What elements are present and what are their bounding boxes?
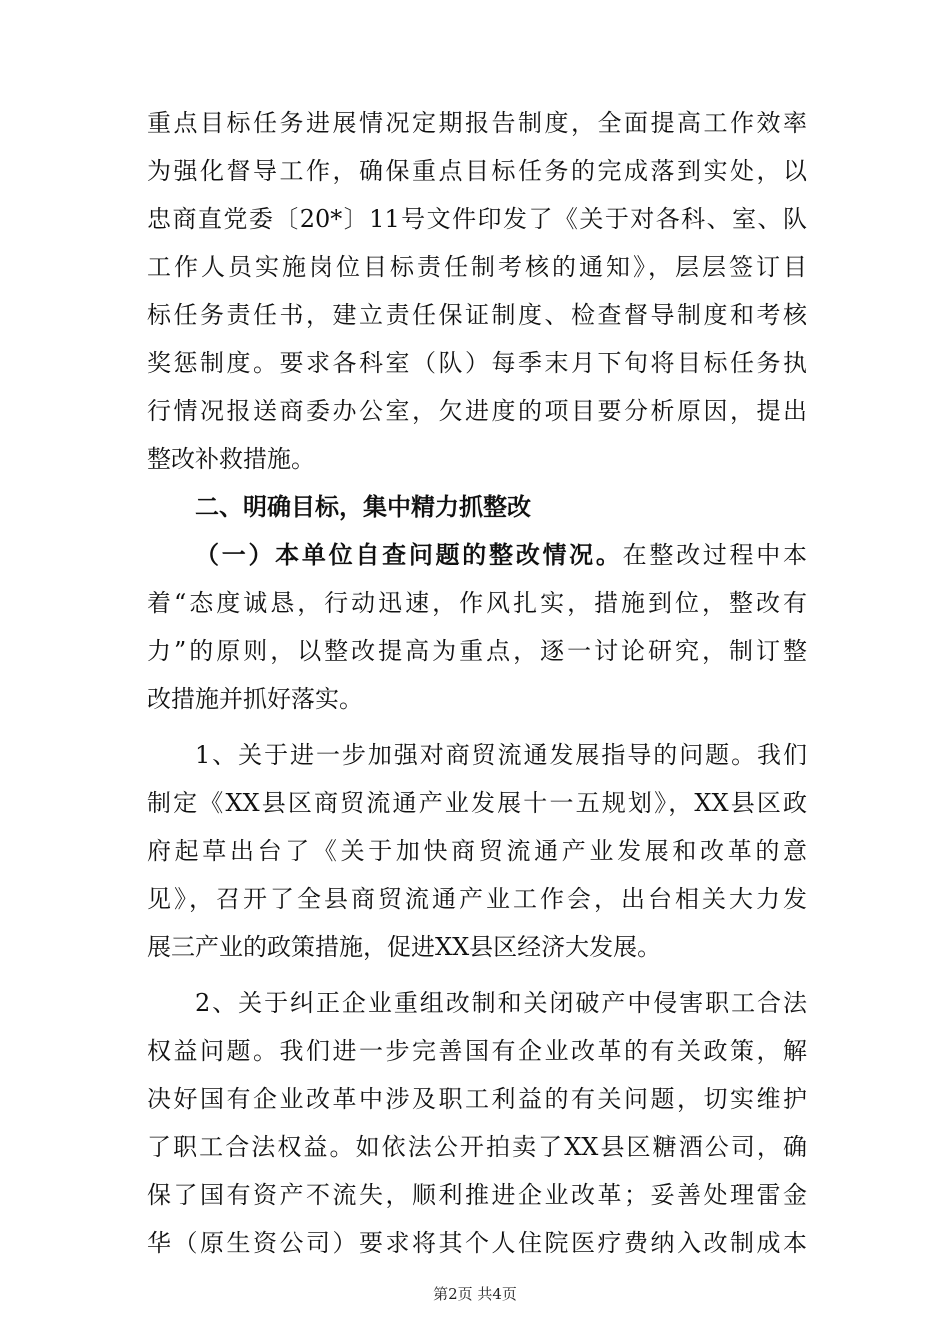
body-line: 府起草出台了《关于加快商贸流通产业发展和改革的意	[147, 837, 807, 865]
body-line: 重点目标任务进展情况定期报告制度，全面提高工作效率	[147, 109, 807, 137]
subsection-heading: （一）本单位自查问题的整改情况。	[195, 540, 623, 569]
body-line: 整改补救措施。	[147, 445, 315, 473]
body-line: 见》，召开了全县商贸流通产业工作会，出台相关大力发	[147, 885, 807, 913]
body-line: 华（原生资公司）要求将其个人住院医疗费纳入改制成本	[147, 1229, 807, 1257]
body-line: 改措施并抓好落实。	[147, 685, 363, 713]
body-line: 制定《XX县区商贸流通产业发展十一五规划》，XX县区政	[147, 789, 807, 817]
body-line: 为强化督导工作，确保重点目标任务的完成落到实处，以	[147, 157, 807, 185]
body-line: 力”的原则，以整改提高为重点，逐一讨论研究，制订整	[147, 637, 807, 665]
body-line: 1、关于进一步加强对商贸流通发展指导的问题。我们	[195, 741, 807, 769]
page-number: 第2页 共4页	[433, 1285, 517, 1303]
body-line: 2、关于纠正企业重组改制和关闭破产中侵害职工合法	[195, 989, 807, 1017]
body-line: 奖惩制度。要求各科室（队）每季末月下旬将目标任务执	[147, 349, 807, 377]
subsection-line	[195, 538, 807, 572]
body-line: 行情况报送商委办公室，欠进度的项目要分析原因，提出	[147, 397, 807, 425]
body-line: 工作人员实施岗位目标责任制考核的通知》，层层签订目	[147, 253, 807, 281]
subsection-text: 在整改过程中本	[622, 541, 808, 569]
body-line: 决好国有企业改革中涉及职工利益的有关问题，切实维护	[147, 1085, 807, 1113]
body-line: 保了国有资产不流失，顺利推进企业改革；妥善处理雷金	[147, 1181, 807, 1209]
body-line: 着“态度诚恳，行动迅速，作风扎实，措施到位，整改有	[147, 589, 807, 617]
body-line: 了职工合法权益。如依法公开拍卖了XX县区糖酒公司，确	[147, 1133, 807, 1161]
section-heading: 二、明确目标，集中精力抓整改	[195, 492, 531, 521]
body-line: 标任务责任书，建立责任保证制度、检查督导制度和考核	[147, 301, 807, 329]
body-line: 权益问题。我们进一步完善国有企业改革的有关政策，解	[147, 1037, 807, 1065]
body-line: 忠商直党委〔20*〕11号文件印发了《关于对各科、室、队	[147, 205, 807, 233]
body-line: 展三产业的政策措施，促进XX县区经济大发展。	[147, 933, 662, 961]
